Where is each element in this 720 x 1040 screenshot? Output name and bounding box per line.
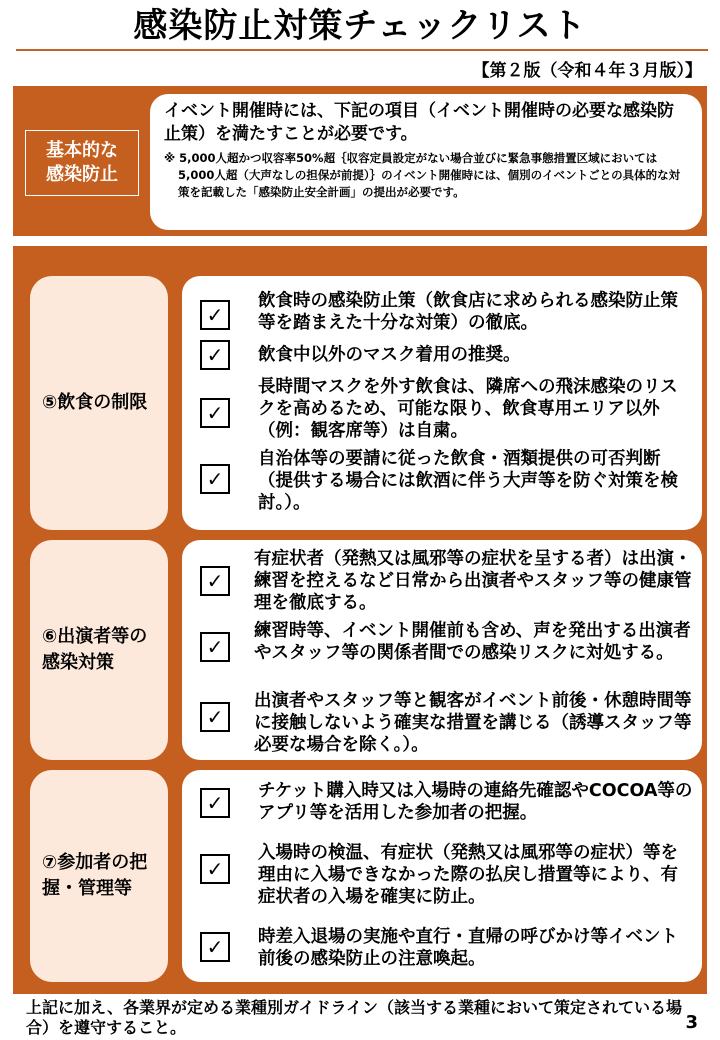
checkbox-icon[interactable]: ✓ — [200, 340, 230, 370]
checklist-item: チケット購入時又は入場時の連絡先確認やCOCOA等のアプリ等を活用した参加者の把握。 — [258, 781, 693, 823]
basic-main-text: イベント開催時には、下記の項目（イベント開催時の必要な感染防止策）を満たすことが必要です。 — [164, 101, 674, 144]
section-label-text: ⑥出演者等の感染対策 — [42, 626, 148, 673]
basic-note-text: ※ 5,000人超かつ収容率50%超｛収容定員設定がない場合並びに緊急事態措置区域においては5,000人超（大声なしの担保が前提）｝のイベント開催時には、個別のイベントごとの具体的な対策を記載した「感染防止安全計画」の提出が必要です。 — [164, 151, 681, 199]
checkbox-icon[interactable]: ✓ — [200, 932, 230, 962]
page-title: 感染防止対策チェックリスト — [133, 6, 587, 46]
checkbox-icon[interactable]: ✓ — [200, 300, 230, 330]
checklist-item: 飲食時の感染防止策（飲食店に求められる感染防止策等を踏まえた十分な対策）の徹底。 — [258, 291, 678, 333]
checklist-item: 長時間マスクを外す飲食は、隣席への飛沫感染のリスクを高めるため、可能な限り、飲食専用エリア以外（例：観客席等）は自粛。 — [258, 377, 678, 441]
checklist-item: 練習時等、イベント開催前も含め、声を発出する出演者やスタッフ等の関係者間での感染リスクに対処する。 — [254, 621, 691, 663]
section-content-eating — [182, 276, 702, 530]
section-label-eating — [30, 276, 168, 530]
footer-note: 上記に加え、各業界が定める業種別ガイドライン（該当する業種において策定されている場合）を遵守すること。 — [26, 998, 683, 1037]
checkbox-icon[interactable]: ✓ — [200, 632, 230, 662]
edition-label: 【第２版（令和４年３月版）】 — [472, 61, 702, 81]
section-content-performers — [182, 540, 702, 760]
basic-label-line2: 感染防止 — [46, 164, 118, 185]
checklist-item: 自治体等の要請に従った飲食・酒類提供の可否判断（提供する場合には飲酒に伴う大声等を防ぐ対策を検討。）。 — [258, 449, 678, 513]
checkbox-icon[interactable]: ✓ — [200, 788, 230, 818]
checklist-item: 出演者やスタッフ等と観客がイベント前後・休憩時間等に接触しないよう確実な措置を講じる（誘導スタッフ等必要な場合を除く。）。 — [254, 691, 692, 755]
section-content-participants — [182, 770, 702, 982]
page-number: 3 — [685, 1012, 698, 1033]
basic-prevention-content — [150, 94, 702, 230]
section-label-text: ⑤飲食の制限 — [42, 392, 148, 413]
checklist-item: 入場時の検温、有症状（発熱又は風邪等の症状）等を理由に入場できなかった際の払戻し措置等により、有症状者の入場を確実に防止。 — [258, 843, 678, 907]
checkbox-icon[interactable]: ✓ — [200, 464, 230, 494]
checkbox-icon[interactable]: ✓ — [200, 398, 230, 428]
section-label-participants — [30, 770, 168, 982]
section-label-performers — [30, 540, 168, 760]
checkbox-icon[interactable]: ✓ — [200, 854, 230, 884]
checklist-item: 有症状者（発熱又は風邪等の症状を呈する者）は出演・練習を控えるなど日常から出演者やスタッフ等の健康管理を徹底する。 — [254, 549, 692, 613]
checklist-item: 時差入退場の実施や直行・直帰の呼びかけ等イベント前後の感染防止の注意喚起。 — [258, 927, 678, 969]
basic-label-line1: 基本的な — [46, 140, 118, 161]
checklist-item: 飲食中以外のマスク着用の推奨。 — [258, 345, 521, 365]
title-divider — [16, 49, 708, 51]
section-label-text: ⑦参加者の把握・管理等 — [42, 852, 148, 899]
checkbox-icon[interactable]: ✓ — [200, 566, 230, 596]
basic-prevention-label — [25, 130, 139, 196]
checkbox-icon[interactable]: ✓ — [200, 702, 230, 732]
